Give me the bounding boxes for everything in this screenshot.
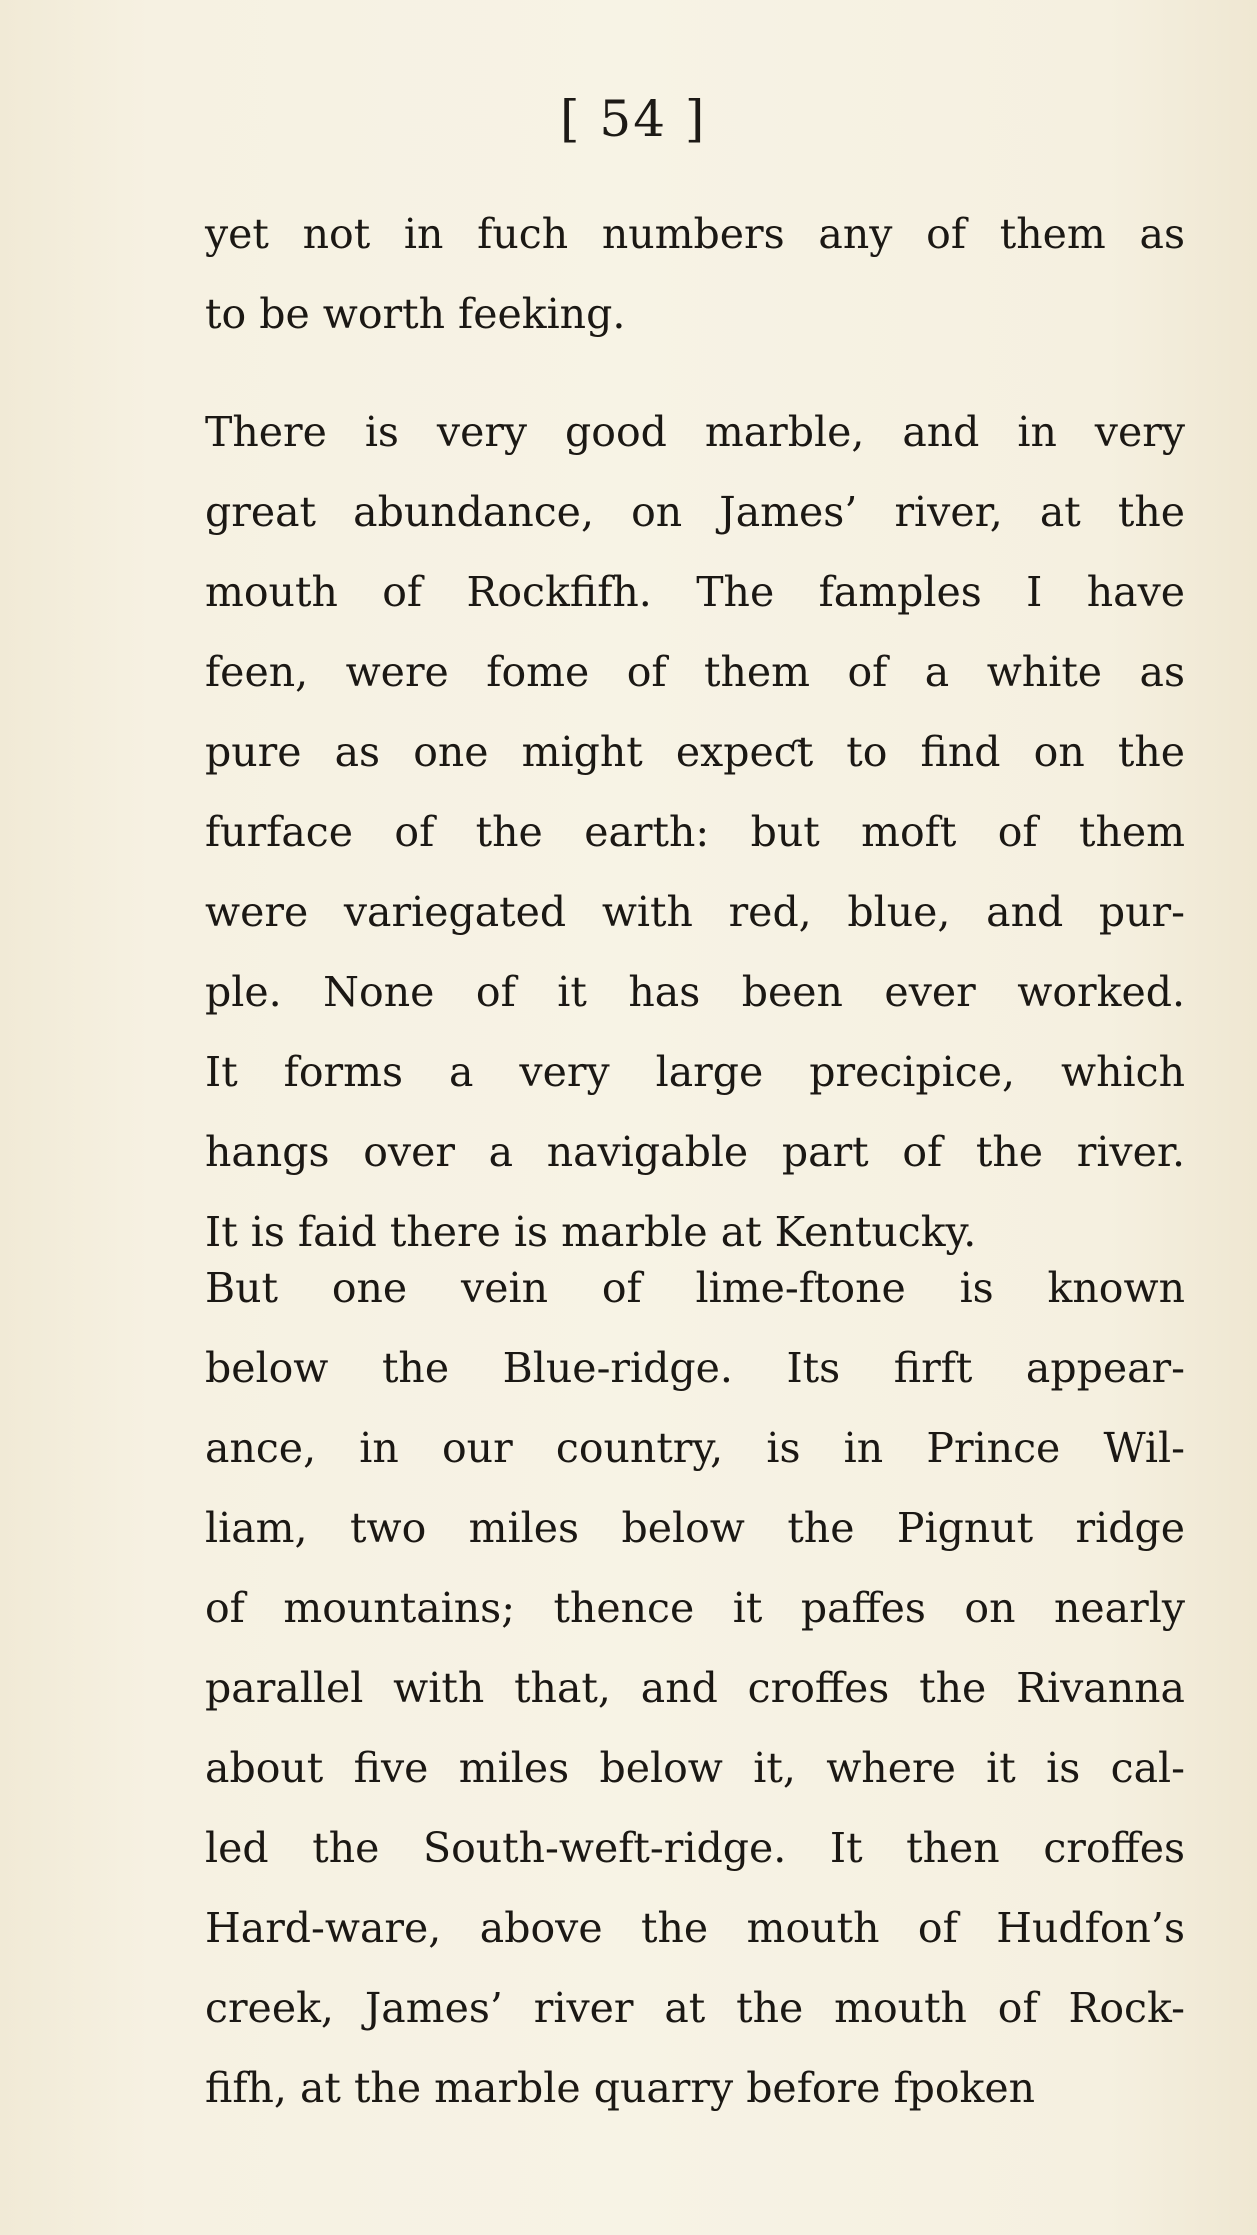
text-line: great abundance, on James’ river, at the [205,488,1185,536]
text-line: creek, James’ river at the mouth of Rock- [205,1984,1185,2032]
text-line: feen, were fome of them of a white as [205,648,1185,696]
text-line: ple. None of it has been ever worked. [205,968,1185,1016]
text-line: It is faid there is marble at Kentucky. [205,1208,977,1256]
text-line: ance, in our country, is in Prince Wil- [205,1424,1185,1472]
text-line: were variegated with red, blue, and pur- [205,888,1185,936]
paragraph [205,1248,1185,2128]
text-line: led the South-weft-ridge. It then croffes [205,1824,1185,1872]
text-line: below the Blue-ridge. Its firft appear- [205,1344,1185,1392]
text-line: mouth of Rockfifh. The famples I have [205,568,1185,616]
text-line: parallel with that, and croffes the Rivanna [205,1664,1185,1712]
text-line: to be worth feeking. [205,290,626,338]
text-line: furface of the earth: but moft of them [205,808,1185,856]
text-line: But one vein of lime-ftone is known [205,1264,1185,1312]
text-line: of mountains; thence it paffes on nearly [205,1584,1185,1632]
text-line: fifh, at the marble quarry before fpoken [205,2064,1036,2112]
text-line: about five miles below it, where it is cal- [205,1744,1185,1792]
text-line: liam, two miles below the Pignut ridge [205,1504,1185,1552]
text-line: hangs over a navigable part of the river. [205,1128,1185,1176]
text-line: yet not in fuch numbers any of them as [205,210,1185,258]
page-number: [ 54 ] [560,90,707,148]
text-line: It forms a very large precipice, which [205,1048,1185,1096]
text-line: Hard-ware, above the mouth of Hudfon’s [205,1904,1185,1952]
paragraph [205,392,1185,1272]
paragraph [205,194,1185,354]
text-line: pure as one might expeƈt to find on the [205,728,1185,776]
text-line: There is very good marble, and in very [205,408,1185,456]
